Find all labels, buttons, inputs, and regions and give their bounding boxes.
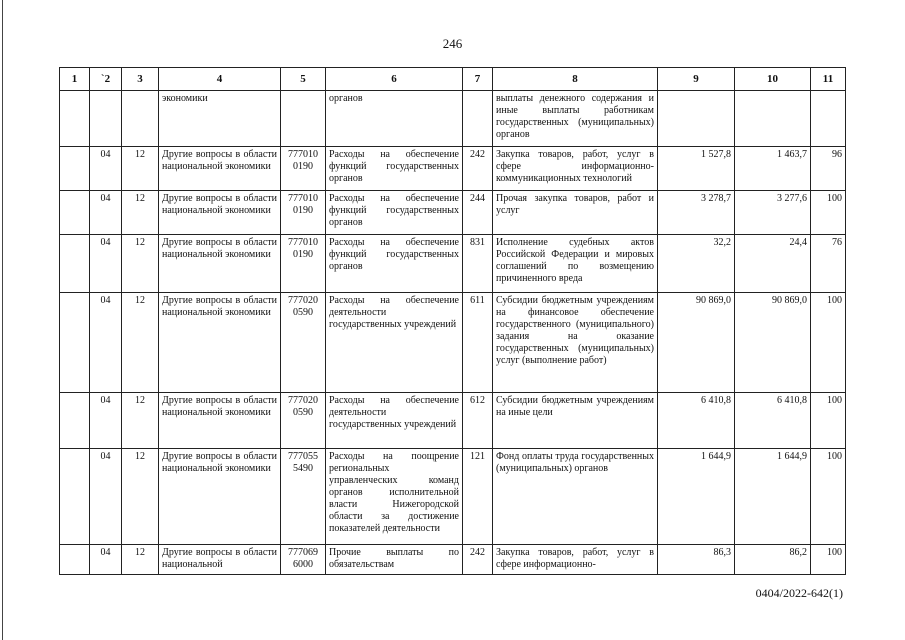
column-header: 6 xyxy=(326,68,463,91)
table-cell: 12 xyxy=(122,147,159,191)
table-cell: 96 xyxy=(811,147,846,191)
table-cell: 100 xyxy=(811,393,846,449)
table-cell: экономики xyxy=(159,91,281,147)
table-cell xyxy=(463,91,493,147)
table-cell: 04 xyxy=(90,293,122,393)
table-cell xyxy=(60,235,90,293)
table-cell xyxy=(90,91,122,147)
document-code: 0404/2022-642(1) xyxy=(755,586,843,600)
table-cell xyxy=(60,147,90,191)
column-header: 1 xyxy=(60,68,90,91)
table-cell: 04 xyxy=(90,449,122,545)
table-cell xyxy=(60,393,90,449)
table-cell: 12 xyxy=(122,293,159,393)
column-header: 7 xyxy=(463,68,493,91)
table-cell: Субсидии бюджетным учреждениям на финансовое обеспечение государственного (муниципального) задания на оказание государственных (муниципальных) услуг (выполнение работ) xyxy=(493,293,658,393)
table-body xyxy=(60,91,846,575)
table-cell: 242 xyxy=(463,545,493,575)
budget-table xyxy=(59,67,846,575)
table-cell: Расходы на обеспечение функций государственных органов xyxy=(326,235,463,293)
table-cell: 6 410,8 xyxy=(735,393,811,449)
table-cell: Субсидии бюджетным учреждениям на иные цели xyxy=(493,393,658,449)
table-row xyxy=(60,545,846,575)
table-cell: 242 xyxy=(463,147,493,191)
table-cell: 86,2 xyxy=(735,545,811,575)
table-cell: Другие вопросы в области национальной экономики xyxy=(159,147,281,191)
table-cell: Закупка товаров, работ, услуг в сфере информационно- xyxy=(493,545,658,575)
table-cell: 611 xyxy=(463,293,493,393)
column-header: 3 xyxy=(122,68,159,91)
table-cell: Фонд оплаты труда государственных (муниципальных) органов xyxy=(493,449,658,545)
table-cell: 1 463,7 xyxy=(735,147,811,191)
table-cell: 777020 0590 xyxy=(281,293,326,393)
table-cell: Расходы на обеспечение деятельности государственных учреждений xyxy=(326,393,463,449)
table-cell: Другие вопросы в области национальной экономики xyxy=(159,191,281,235)
table-cell: 04 xyxy=(90,235,122,293)
table-cell: Расходы на поощрение региональных управленческих команд органов исполнительной власти Нижегородской области за достижение показателей деятельности xyxy=(326,449,463,545)
column-header: 11 xyxy=(811,68,846,91)
table-row xyxy=(60,147,846,191)
table-cell: Прочая закупка товаров, работ и услуг xyxy=(493,191,658,235)
column-header: 5 xyxy=(281,68,326,91)
table-cell: Другие вопросы в области национальной xyxy=(159,545,281,575)
table-row xyxy=(60,91,846,147)
page-number: 246 xyxy=(442,36,463,51)
table-header-row xyxy=(60,68,846,91)
table-cell: 777010 0190 xyxy=(281,191,326,235)
table-row xyxy=(60,191,846,235)
table-cell: 612 xyxy=(463,393,493,449)
table-cell xyxy=(811,91,846,147)
column-header: 8 xyxy=(493,68,658,91)
table-cell: 86,3 xyxy=(658,545,735,575)
table-cell: 777020 0590 xyxy=(281,393,326,449)
table-cell: 777055 5490 xyxy=(281,449,326,545)
table-cell xyxy=(735,91,811,147)
table-cell: 04 xyxy=(90,147,122,191)
table-cell: 831 xyxy=(463,235,493,293)
table-cell: 6 410,8 xyxy=(658,393,735,449)
table-cell: 76 xyxy=(811,235,846,293)
table-cell: 100 xyxy=(811,191,846,235)
table-cell: 777010 0190 xyxy=(281,235,326,293)
table-cell xyxy=(60,545,90,575)
table-cell: органов xyxy=(326,91,463,147)
table-cell: 100 xyxy=(811,545,846,575)
table-cell: 12 xyxy=(122,235,159,293)
table-cell: Расходы на обеспечение деятельности государственных учреждений xyxy=(326,293,463,393)
table-cell: 777069 6000 xyxy=(281,545,326,575)
table-cell xyxy=(60,293,90,393)
table-cell: Другие вопросы в области национальной экономики xyxy=(159,293,281,393)
table-cell xyxy=(658,91,735,147)
table-cell: Другие вопросы в области национальной экономики xyxy=(159,449,281,545)
table-cell: 244 xyxy=(463,191,493,235)
table-cell: Другие вопросы в области национальной экономики xyxy=(159,393,281,449)
table-row xyxy=(60,235,846,293)
table-cell xyxy=(60,91,90,147)
table-cell: 04 xyxy=(90,191,122,235)
table-cell: 1 644,9 xyxy=(735,449,811,545)
table-cell: Расходы на обеспечение функций государственных органов xyxy=(326,191,463,235)
table-cell: 32,2 xyxy=(658,235,735,293)
table-cell xyxy=(60,191,90,235)
table-cell: Другие вопросы в области национальной экономики xyxy=(159,235,281,293)
table-cell: 12 xyxy=(122,191,159,235)
table-cell: 04 xyxy=(90,545,122,575)
column-header: 10 xyxy=(735,68,811,91)
table-cell: 12 xyxy=(122,449,159,545)
table-cell: Прочие выплаты по обязательствам xyxy=(326,545,463,575)
table-cell: 121 xyxy=(463,449,493,545)
table-cell: Исполнение судебных актов Российской Федерации и мировых соглашений по возмещению причиненного вреда xyxy=(493,235,658,293)
table-cell: 100 xyxy=(811,293,846,393)
table-cell: 1 644,9 xyxy=(658,449,735,545)
page-edge-rule xyxy=(2,0,3,640)
table-cell: 04 xyxy=(90,393,122,449)
table-cell xyxy=(60,449,90,545)
table-cell: выплаты денежного содержания и иные выплаты работникам государственных (муниципальных) органов xyxy=(493,91,658,147)
table-cell: 3 278,7 xyxy=(658,191,735,235)
table-cell: 1 527,8 xyxy=(658,147,735,191)
table-cell: 100 xyxy=(811,449,846,545)
column-header: 4 xyxy=(159,68,281,91)
table-cell xyxy=(281,91,326,147)
table-row xyxy=(60,293,846,393)
table-row xyxy=(60,393,846,449)
table-cell xyxy=(122,91,159,147)
column-header: `2 xyxy=(90,68,122,91)
table-cell: 12 xyxy=(122,393,159,449)
table-cell: Закупка товаров, работ, услуг в сфере информационно-коммуникационных технологий xyxy=(493,147,658,191)
table-cell: 777010 0190 xyxy=(281,147,326,191)
table-row xyxy=(60,449,846,545)
column-header: 9 xyxy=(658,68,735,91)
table-cell: 90 869,0 xyxy=(735,293,811,393)
table-cell: 3 277,6 xyxy=(735,191,811,235)
table-cell: 24,4 xyxy=(735,235,811,293)
table-cell: 90 869,0 xyxy=(658,293,735,393)
table-cell: Расходы на обеспечение функций государственных органов xyxy=(326,147,463,191)
table-cell: 12 xyxy=(122,545,159,575)
